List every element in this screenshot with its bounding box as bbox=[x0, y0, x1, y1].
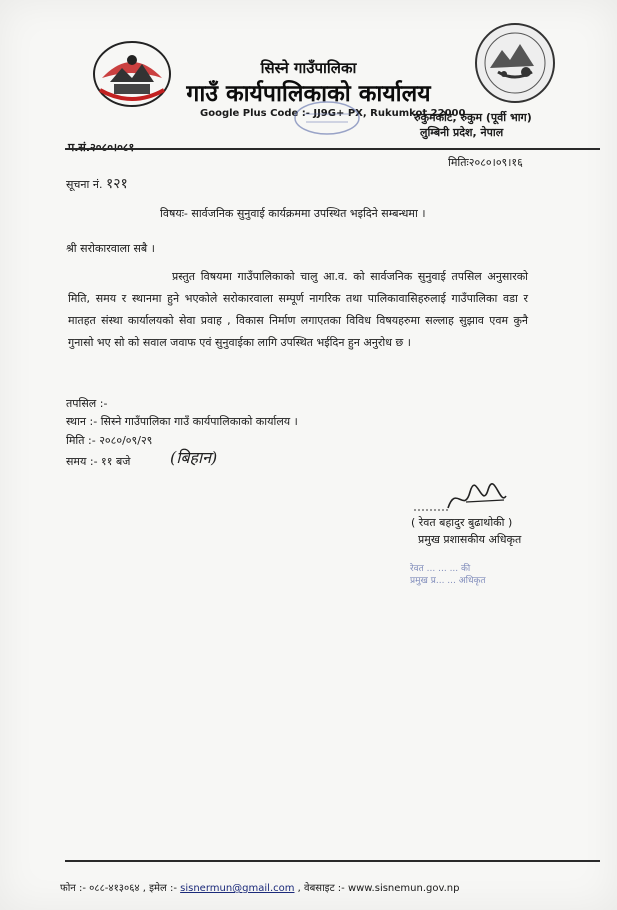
google-plus-code: Google Plus Code :- JJ9G+ PX, Rukumkot 22000 bbox=[200, 108, 466, 119]
footer-phone: फोन :- ०८८-४१३०६४ , इमेल :- bbox=[60, 883, 181, 894]
signatory-name: ( रेवत बहादुर बुढाथोकी ) bbox=[411, 516, 513, 529]
meeting-time: समय :- ११ बजे bbox=[66, 455, 131, 468]
letter-body: प्रस्तुत विषयमा गाउँपालिकाको चालु आ.व. को सार्वजनिक सुनुवाई तपसिल अनुसारको मिति, समय र स्थानमा हुने भएकोले सरोकारवाला सम्पूर्ण नागरिक तथा पालिकावासिहरुलाई गाउँपालिका वडा र मातहत संस्था कार्यालयको सेवा प्रवाह , विकास निर्माण लगाएतका विविध विषयहरुमा सल्लाह सुझाव एवम कुनै गुनासो भए सो को सवाल जवाफ एवं सुनुवाईका लागि उपस्थित भईदिन हुन अनुरोध छ । bbox=[68, 270, 528, 349]
salutation: श्री सरोकारवाला सबै । bbox=[66, 242, 155, 255]
office-title: गाउँ कार्यपालिकाको कार्यालय bbox=[186, 81, 431, 107]
meeting-date: मिति :- २०८०/०९/२९ bbox=[66, 434, 153, 447]
header-divider bbox=[65, 148, 600, 150]
office-stamp bbox=[292, 98, 362, 138]
district-address: रुकुमकोट, रुकुम (पूर्वी भाग) bbox=[414, 111, 532, 124]
meeting-place: स्थान :- सिस्ने गाउँपालिका गाउँ कार्यपालिकाको कार्यालय । bbox=[66, 415, 298, 428]
letter-date: मितिः२०८०।०९।१६ bbox=[448, 156, 523, 169]
footer-email-link[interactable]: sisnermun@gmail.com bbox=[180, 883, 295, 894]
footer-website: , वेबसाइट :- www.sisnemun.gov.np bbox=[294, 883, 460, 894]
handwritten-time-note: (बिहान) bbox=[170, 448, 218, 467]
notice-label: सूचना नं. bbox=[66, 178, 103, 191]
faded-signature-stamp bbox=[410, 563, 486, 587]
municipality-name: सिस्ने गाउँपालिका bbox=[260, 59, 357, 77]
signatory-title: प्रमुख प्रशासकीय अधिकृत bbox=[418, 533, 522, 546]
footer-divider bbox=[65, 860, 600, 862]
province-address: लुम्बिनी प्रदेश, नेपाल bbox=[420, 126, 504, 139]
signature-scribble bbox=[408, 480, 528, 520]
letter-subject: विषयः- सार्वजनिक सुनुवाई कार्यक्रममा उपस्थित भइदिने सम्बन्धमा । bbox=[160, 207, 426, 220]
notice-number: १२१ bbox=[105, 176, 128, 192]
stamp-line-1: रेवत ... ... ... की bbox=[410, 564, 471, 574]
stamp-line-2: प्रमुख प्र... ... अधिकृत bbox=[410, 576, 486, 586]
footer-contact bbox=[60, 880, 460, 894]
details-heading: तपसिल :- bbox=[66, 397, 108, 410]
notice-number-row bbox=[66, 174, 128, 193]
